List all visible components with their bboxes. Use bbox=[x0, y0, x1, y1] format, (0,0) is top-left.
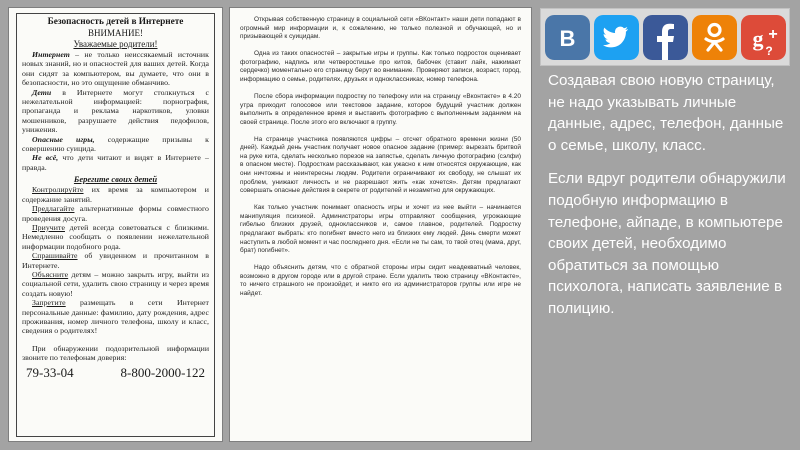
facebook-icon bbox=[643, 15, 688, 60]
article-document bbox=[229, 7, 532, 442]
phone-local: 79-33-04 bbox=[26, 365, 74, 381]
googleplus-icon bbox=[741, 15, 786, 60]
leaflet-tip-lead: Запретите bbox=[32, 298, 66, 308]
leaflet-tip-lead: Предлагайте bbox=[32, 204, 75, 214]
slide-paragraph-2: Если вдруг родители обнаружили подобную информацию в телефоне, айпаде, в компьютере своих детей, необходимо обратиться за помощью психолога, написать заявление в полицию. bbox=[548, 170, 786, 317]
leaflet-tip-text: об увиденном и прочитанном в Интернете. bbox=[22, 251, 209, 270]
leaflet-contact: При обнаружении подозрительной информации звоните по телефонам доверия: bbox=[22, 343, 209, 362]
svg-text:g: g bbox=[752, 25, 763, 51]
leaflet-lead: Интернет bbox=[32, 50, 70, 59]
leaflet-paragraph bbox=[22, 50, 209, 88]
leaflet-tip bbox=[22, 185, 209, 204]
leaflet-frame bbox=[16, 13, 215, 437]
slide-paragraph-1: Создавая свою новую страницу, не надо указывать личные данные, адрес, телефон, данные о семье, школу, класс. bbox=[548, 72, 784, 154]
leaflet-paragraph bbox=[22, 153, 209, 172]
leaflet-tip bbox=[22, 270, 209, 298]
leaflet-text: что дети читают и видят в Интернете – правда. bbox=[22, 153, 210, 172]
leaflet-tip-text: размещать в сети Интернет персональные данные: фамилию, дату рождения, адрес проживания, номер личного телефона, школу и класс, сведения о родителях! bbox=[22, 298, 209, 336]
article-paragraph: На странице участника появляются цифры – отсчет обратного времени жизни (50 дней). Каждый день участник получает новое опасное задание (пример: вырезать бритвой на руке кита, сделать несколько порезов на запястье, сделать личную фотографию (сэлфи) в опасном месте). Подросткам рассказывают, как ужасно к ним относятся окружающие, как они ничтожны и неинтересны людям. Родители ограничивают их свободу, не слышат их проблем, унижают личность и не разрешают жить «как хочется». Детям предлагают совершать опасные действия в секрете от родителей и незаметно для окружающих. bbox=[240, 135, 521, 195]
article-paragraph: Как только участник понимает опасность игры и хочет из нее выйти – начинается манипуляция психикой. Администраторы игры отправляют сообщения, угрожающие гибелью близких друзей, одноклассников и, самое главное, родителей. Подростку предлагают выбрать: кто погибнет вместо него из близких ему людей. День смерти может наступить в любой момент и час последнего дня. «Если не ты сам, то твой отец (мама, друг, брат) погибнет». bbox=[240, 204, 521, 255]
leaflet-tip bbox=[22, 223, 209, 251]
leaflet-greeting: Уважаемые родители! bbox=[73, 39, 158, 49]
leaflet-title: Безопасность детей в Интернете bbox=[47, 17, 184, 27]
leaflet-subtitle: Берегите своих детей bbox=[73, 174, 158, 185]
leaflet-phones bbox=[22, 365, 209, 381]
leaflet-lead: Дети bbox=[32, 87, 52, 97]
article-paragraph: После сбора информации подростку по телефону или на страницу «Вконтакте» в 4.20 утра приходит голосовое или текстовое задание, которое будущий участник должен выполнить в определенное время и выставить фотографию с выполненным заданием на своей странице. После этого его включают в группу. bbox=[240, 92, 521, 126]
svg-text:+: + bbox=[767, 25, 778, 43]
phone-hotline: 8-800-2000-122 bbox=[120, 365, 205, 381]
leaflet-tip-lead: Спрашивайте bbox=[32, 251, 78, 261]
article-paragraph: Надо объяснить детям, что с обратной стороны игры сидит неадекватный человек, возможно в другом городе или в другой стране. Если удалить твою страницу «ВКонтакте», то ничего страшного не произойдет, и никто его из администраторов группы или игре не найдет. bbox=[240, 264, 521, 297]
leaflet-tip-text: детей всегда советоваться с близкими. Немедленно сообщать о появлении нежелательной информации подобного рода. bbox=[22, 222, 209, 251]
social-icons-banner bbox=[540, 8, 790, 66]
leaflet-tip-lead: Объясните bbox=[32, 269, 69, 279]
leaflet-tip bbox=[22, 298, 209, 336]
svg-text:?: ? bbox=[764, 43, 773, 58]
leaflet-tip-lead: Контролируйте bbox=[32, 185, 84, 195]
leaflet-tip bbox=[22, 204, 209, 223]
leaflet-text: – не только неиссякаемый источник новых знаний, но и опасностей для ваших детей. Когда они сидят за компьютером, вы думаете, что они в безопасности, но это ощущение обманчиво. bbox=[22, 50, 209, 88]
leaflet-text: в Интернете могут столкнуться с нежелательной информацией: порнография, пропаганда и реклама наркотиков, уловки мошенников, разрушаете действия педофилов, унижения. bbox=[22, 87, 209, 135]
article-paragraph: Одна из таких опасностей – закрытые игры и группы. Как только подросток оценивает фотографию, надпись или четверостишье про китов, бабочек (ставит лайк, нажимает сердечко) моментально его страницу берут во внимание. Проверяют записи, возраст, город, информацию о семье, родителях, друзьях и одноклассниках, номер телефона. bbox=[240, 50, 521, 83]
leaflet-paragraph bbox=[22, 135, 209, 154]
svg-text:B: B bbox=[559, 25, 575, 51]
leaflet-lead: Не всё, bbox=[32, 153, 59, 163]
article-paragraph: Открывая собственную страницу в социальной сети «ВКонтакт» наши дети попадают в огромный мир информации и, к сожалению, не только полезной и обучающей, но и призывающей к суицидам. bbox=[240, 16, 521, 41]
leaflet-document bbox=[8, 7, 223, 442]
leaflet-lead: Опасные игры, bbox=[32, 134, 95, 144]
vk-icon bbox=[545, 15, 590, 60]
leaflet-text: содержащие призывы к совершению суицида. bbox=[22, 134, 209, 154]
leaflet-tip-lead: Приучите bbox=[32, 222, 65, 232]
leaflet-tip-text: альтернативные формы совместного проведения досуга. bbox=[22, 204, 209, 223]
twitter-icon bbox=[594, 15, 639, 60]
leaflet-paragraph bbox=[22, 88, 209, 135]
leaflet-tip bbox=[22, 251, 209, 270]
leaflet-tip-text: детям – можно закрыть игру, выйти из социальной сети, удалить свою страницу и через время создать новую! bbox=[22, 269, 209, 298]
odnoklassniki-icon bbox=[692, 15, 737, 60]
leaflet-warning: ВНИМАНИЕ! bbox=[88, 28, 143, 38]
slide-text bbox=[548, 70, 794, 320]
leaflet-tip-text: их время за компьютером и содержание занятий. bbox=[22, 185, 209, 204]
